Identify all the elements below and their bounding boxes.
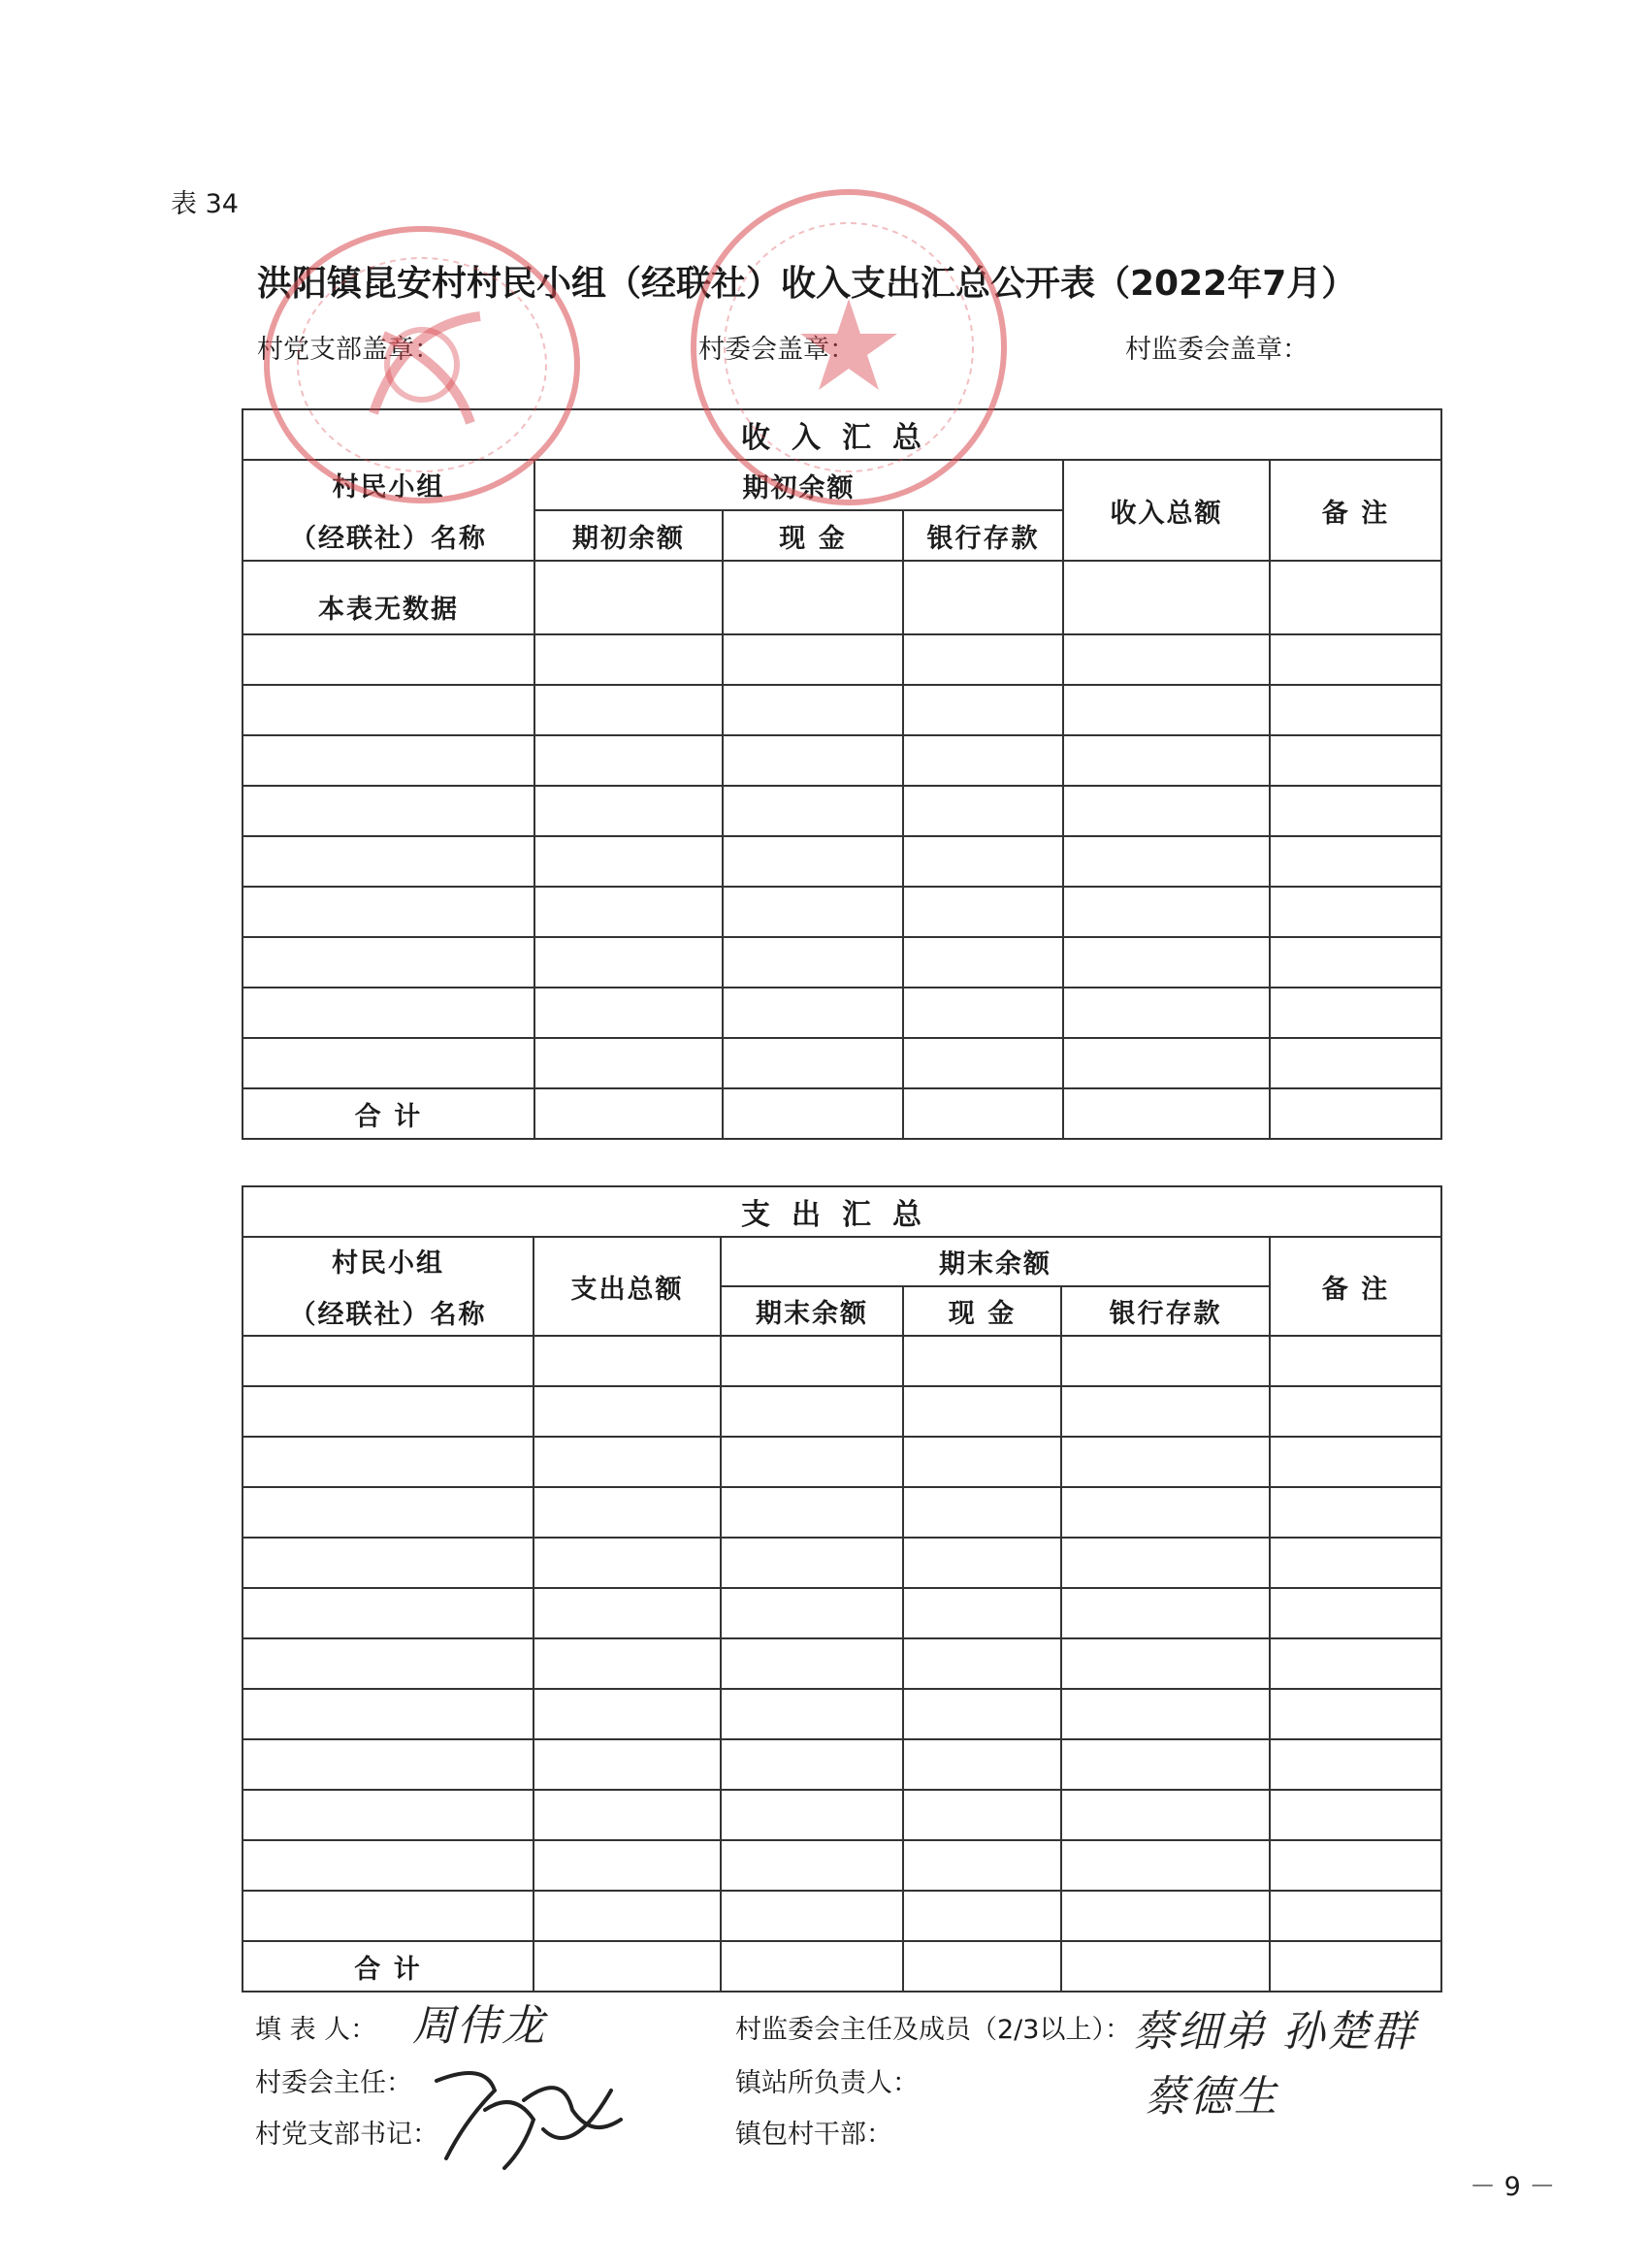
expense-bank-header: 银行存款: [1061, 1286, 1270, 1336]
income-name-header-line2: （经联社）名称: [290, 524, 487, 554]
table-row: [242, 1588, 1441, 1638]
income-cash-header: 现 金: [723, 510, 903, 561]
income-summary-table: [242, 408, 1442, 1140]
expense-name-header-line1: 村民小组: [332, 1248, 444, 1279]
table-row: [242, 1336, 1441, 1386]
station-head-label: 镇站所负责人：: [735, 2068, 919, 2098]
town-cadre-label: 镇包村干部：: [735, 2120, 892, 2150]
table-number: 表 34: [171, 189, 239, 219]
table-row: [242, 1689, 1441, 1739]
table-row: [242, 1739, 1441, 1790]
secretary-signature: [427, 2052, 630, 2178]
no-data-note: 本表无数据: [242, 561, 534, 634]
income-name-header: [242, 460, 534, 561]
director-label: 村委会主任：: [255, 2068, 412, 2098]
income-remark-header: 备 注: [1270, 460, 1441, 561]
supervision-members-label: 村监委会主任及成员（2/3以上）：: [735, 2015, 1131, 2045]
table-row: [242, 561, 1441, 634]
expense-remark-header: 备 注: [1270, 1237, 1441, 1336]
committee-seal-label: 村委会盖章：: [698, 335, 856, 365]
table-row: [242, 887, 1441, 937]
table-row: [242, 1538, 1441, 1588]
table-row: [242, 988, 1441, 1038]
page-number: － 9 －: [1470, 2172, 1556, 2202]
table-row: [242, 1386, 1441, 1437]
supervision-seal-label: 村监委会盖章：: [1125, 335, 1309, 365]
table-row: [242, 786, 1441, 836]
table-row: [242, 1790, 1441, 1840]
income-total-header: 收入总额: [1063, 460, 1270, 561]
filler-label: 填 表 人：: [255, 2015, 377, 2045]
table-row: [242, 1038, 1441, 1088]
expense-total-label: 合 计: [242, 1941, 534, 1992]
expense-closing-header: 期末余额: [721, 1286, 903, 1336]
table-row: [242, 1891, 1441, 1941]
document-title: 洪阳镇昆安村村民小组（经联社）收入支出汇总公开表（2022年7月）: [257, 264, 1357, 304]
table-row: [242, 634, 1441, 685]
expense-cash-header: 现 金: [903, 1286, 1061, 1336]
expense-name-header-line2: （经联社）名称: [289, 1300, 487, 1330]
table-row: [242, 1437, 1441, 1487]
secretary-label: 村党支部书记：: [255, 2120, 438, 2150]
table-row: [242, 1638, 1441, 1689]
expense-total-row: [242, 1941, 1441, 1992]
supervision-signature-1: 蔡细弟 孙楚群: [1133, 2007, 1416, 2057]
expense-section-title: 支出汇总: [242, 1186, 1441, 1237]
expense-closing-group-header: 期末余额: [721, 1237, 1270, 1286]
table-row: [242, 937, 1441, 988]
income-bank-header: 银行存款: [903, 510, 1063, 561]
table-row: [242, 1487, 1441, 1538]
expense-name-header: [242, 1237, 534, 1336]
table-row: [242, 685, 1441, 735]
income-total-label: 合 计: [242, 1088, 534, 1139]
income-total-row: [242, 1088, 1441, 1139]
filler-signature: 周伟龙: [412, 2001, 546, 2051]
income-opening-group-header: 期初余额: [534, 460, 1063, 510]
supervision-signature-2: 蔡德生: [1145, 2072, 1278, 2122]
income-name-header-line1: 村民小组: [332, 472, 445, 502]
income-section-title: 收入汇总: [242, 409, 1441, 460]
income-opening-header: 期初余额: [534, 510, 723, 561]
table-row: [242, 735, 1441, 786]
expense-summary-table: [242, 1185, 1442, 1993]
table-row: [242, 1840, 1441, 1891]
party-seal-label: 村党支部盖章：: [257, 335, 440, 365]
table-row: [242, 836, 1441, 887]
expense-total-header: 支出总额: [534, 1237, 721, 1336]
